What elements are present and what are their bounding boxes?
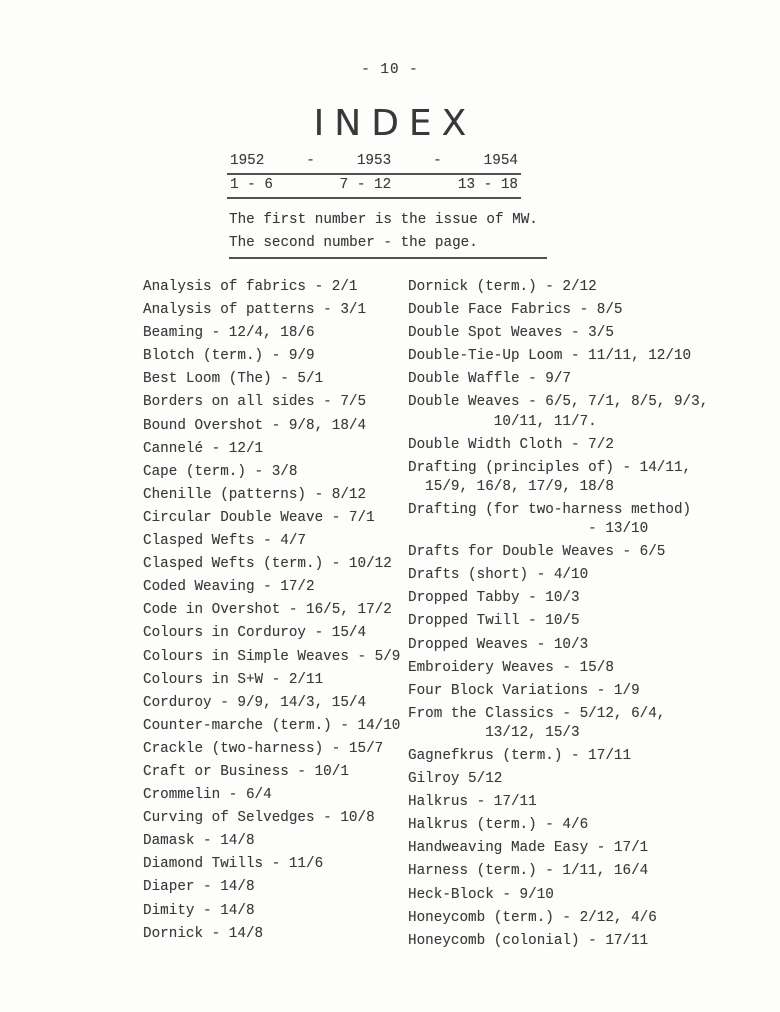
index-entry: Handweaving Made Easy - 17/1 [408, 840, 649, 857]
index-entry: Corduroy - 9/9, 14/3, 15/4 [143, 694, 367, 711]
index-entry: 10/11, 11/7. [493, 413, 597, 430]
index-entry: Drafts (short) - 4/10 [408, 567, 589, 584]
index-entry: Honeycomb (colonial) - 17/11 [408, 932, 649, 949]
index-entry: 13/12, 15/3 [485, 724, 580, 741]
index-entry: Gagnefkrus (term.) - 17/11 [408, 747, 632, 764]
issue-range-label: 7 - 12 [339, 177, 392, 193]
index-entry: Dornick (term.) - 2/12 [408, 279, 597, 295]
years-row [227, 153, 521, 175]
index-entry: Drafting (principles of) - 14/11, [408, 459, 692, 476]
index-entry: Double Waffle - 9/7 [408, 371, 572, 388]
index-entry: Bound Overshot - 9/8, 18/4 [143, 417, 367, 434]
page-title: INDEX [313, 103, 477, 144]
index-entry: Embroidery Weaves - 15/8 [408, 659, 614, 676]
issue-range-label: 1 - 6 [230, 177, 273, 193]
index-entry: Colours in Simple Weaves - 5/9 [143, 648, 401, 665]
index-column-left [143, 276, 400, 946]
index-entry: Honeycomb (term.) - 2/12, 4/6 [408, 909, 657, 926]
index-entry: Colours in S+W - 2/11 [143, 671, 324, 688]
index-entry: Diamond Twills - 11/6 [143, 856, 324, 873]
index-entry: Code in Overshot - 16/5, 17/2 [143, 602, 392, 619]
index-entry: Crackle (two-harness) - 15/7 [143, 740, 384, 757]
index-entry: Blotch (term.) - 9/9 [143, 348, 315, 365]
index-entry: Dropped Tabby - 10/3 [408, 590, 580, 607]
index-entry: Double Spot Weaves - 3/5 [408, 325, 614, 342]
index-entry: Double Face Fabrics - 8/5 [408, 302, 623, 319]
index-entry: Damask - 14/8 [143, 833, 255, 850]
index-entry: Chenille (patterns) - 8/12 [143, 486, 367, 503]
index-entry: Drafting (for two-harness method) [408, 501, 692, 518]
index-entry: 15/9, 16/8, 17/9, 18/8 [425, 478, 614, 495]
legend-note-first: The first number is the issue of MW. [229, 212, 538, 228]
index-entry: Counter-marche (term.) - 14/10 [143, 717, 401, 734]
index-entry: Heck-Block - 9/10 [408, 886, 554, 903]
issues-row [227, 177, 521, 199]
issue-range-label: 13 - 18 [457, 177, 518, 193]
index-entry: Craft or Business - 10/1 [143, 763, 349, 780]
index-entry: From the Classics - 5/12, 6/4, [408, 705, 666, 722]
index-column-right [408, 276, 708, 953]
legend-note-second: The second number - the page. [229, 232, 547, 259]
page-number: - 10 - [361, 62, 419, 78]
index-entry: Double Weaves - 6/5, 7/1, 8/5, 9/3, [408, 394, 709, 411]
year-label: - [433, 153, 442, 169]
index-entry: Coded Weaving - 17/2 [143, 579, 315, 596]
year-label: 1952 [230, 153, 265, 169]
index-entry: Harness (term.) - 1/11, 16/4 [408, 863, 649, 880]
year-label: 1953 [356, 153, 392, 169]
index-entry: Double Width Cloth - 7/2 [408, 436, 614, 453]
year-label: 1954 [483, 153, 518, 169]
index-entry: Curving of Selvedges - 10/8 [143, 810, 375, 827]
index-entry: Colours in Corduroy - 15/4 [143, 625, 367, 642]
index-entry: Gilroy 5/12 [408, 771, 503, 788]
index-entry: - 13/10 [588, 521, 649, 538]
index-entry: Best Loom (The) - 5/1 [143, 371, 324, 388]
index-entry: Clasped Wefts - 4/7 [143, 533, 307, 550]
index-entry: Circular Double Weave - 7/1 [143, 509, 375, 526]
index-entry: Crommelin - 6/4 [143, 787, 272, 804]
index-entry: Dropped Weaves - 10/3 [408, 636, 589, 653]
index-entry: Dropped Twill - 10/5 [408, 613, 580, 630]
index-entry: Four Block Variations - 1/9 [408, 682, 640, 699]
legend-notes [229, 209, 547, 259]
index-entry: Dimity - 14/8 [143, 902, 255, 919]
index-entry: Double-Tie-Up Loom - 11/11, 12/10 [408, 348, 692, 365]
index-entry: Analysis of fabrics - 2/1 [143, 279, 358, 295]
index-entry: Diaper - 14/8 [143, 879, 255, 896]
index-entry: Cape (term.) - 3/8 [143, 463, 298, 480]
index-entry: Halkrus (term.) - 4/6 [408, 817, 589, 834]
index-entry: Beaming - 12/4, 18/6 [143, 325, 315, 342]
index-entry: Drafts for Double Weaves - 6/5 [408, 544, 666, 561]
year-label: - [306, 153, 315, 169]
index-entry: Borders on all sides - 7/5 [143, 394, 367, 411]
index-entry: Cannelé - 12/1 [143, 440, 264, 457]
index-entry: Clasped Wefts (term.) - 10/12 [143, 556, 392, 573]
index-entry: Analysis of patterns - 3/1 [143, 302, 367, 319]
index-entry: Halkrus - 17/11 [408, 794, 537, 811]
index-entry: Dornick - 14/8 [143, 925, 264, 942]
year-issue-table [227, 153, 521, 199]
